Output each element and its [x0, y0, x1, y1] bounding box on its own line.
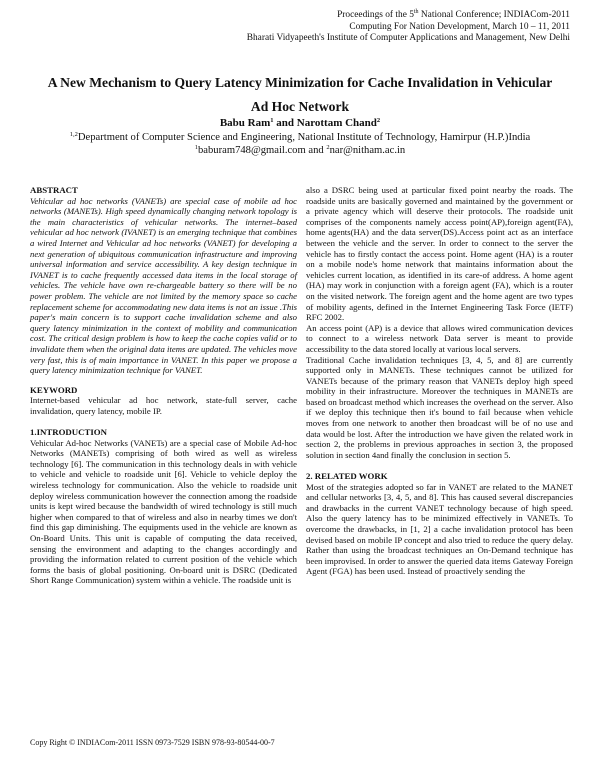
introduction-text: Vehicular Ad-hoc Networks (VANETs) are a special case of Mobile Ad-hoc Networks (MANETs) comprising of both wired as well as wireless technology [6]. The communication in this technology deals in with vehicle to vehicle and vehicle to roadside unit [6]. Vehicle to vehicle deploy the wireless technology for communication. Also the vehicle to roadside unit deploy wireless communication however the connection among the roadside units is kept wired because the bandwidth of wired technology is still much higher when compared to that of wireless and also in nearby times we don't find this gap diminishing. The equipments used in the vehicle are known as On-Board Units. This unit is capable of computing the data received, sensing the environment and adapting to the changes accordingly and providing the information related to current position of the vehicle which forms the basis of global positioning. On-board unit is DSRC (Dedicated Short Range Communication) system within a vehicle. The roadside unit is	[30, 437, 297, 586]
related-work-text: Most of the strategies adopted so far in VANET are related to the MANET and cellular networks [3, 4, 5, and 8]. This has caused several discrepancies and drawbacks in the current VANET technology because of high speed. Also the query latency has to be minimized effectively in VANETs. To overcome the drawbacks, in [1, 2] a cache invalidation protocol has been devised based on mobile IP concept and also tried to reduce the query delay. Rather than using the broadcast techniques an On-Demand technique has been improvised. In order to answer the queried data items Gateway Foreign Agent (FGA) has been used. Instead of proactively sending the	[306, 481, 573, 577]
introduction-continued-paragraph-1: also a DSRC being used at particular fixed point nearby the roads. The roadside units are basically governed and maintained by the government or a private agency which will deserve their protocols. The roadside unit comprises of the components namely access point(AP),foreign agent(FA), home agents(HA) and the data server(DS).Access point act as an interface between the vehicle and the server. In order to connect to the server the vehicle has to firstly contact the access point. Home agent (HA) is a router on a mobile node's home network that maintains information about the vehicles current location, as identified in its care-of address. A home agent (HA) may work in conjunction with a foreign agent (FA), which is a router on the visited network. The foreign agent and the home agent are two types of mobility agents, defined in the Internet Engineering Task Force (IETF) RFC 2002.	[306, 185, 573, 323]
proceedings-line-2: Computing For Nation Development, March 10 – 11, 2011	[349, 21, 570, 32]
affiliation: $^{1,2}$Department of Computer Science and Engineering, National Institute of Technology, Hamirpur (H.P.)India	[69, 131, 531, 143]
left-column	[30, 185, 297, 586]
introduction-heading: 1.INTRODUCTION	[30, 427, 107, 438]
paper-title	[30, 71, 570, 119]
author-list: Babu Ram$^1$ and Narottam Chand$^2$	[219, 117, 381, 129]
title-line-2: Ad Hoc Network	[250, 99, 350, 114]
introduction-continued-paragraph-3: Traditional Cache invalidation techniques [3, 4, 5, and 8] are currently supported only in MANETs. These techniques cannot be utilized for VANETs because of the primary reason that VANETs deploy high speed mobility in their infrastructure. Moreover the techniques in MANETs are based on broadcast method which increases the overhead on the server. Also if we deploy this technique then it's bound to fail because when vehicle moves from one network to another then broadcast will be of no use and data would be lost. After the introduction we have given the related work in section 2, the problems in previous approaches in section 3, the proposed solution in section 4and finally the conclusion in section 5.	[306, 354, 573, 460]
abstract-text: Vehicular ad hoc networks (VANETs) are special case of mobile ad hoc networks (MANETs). High speed dynamically changing network topology is the main characteristics of vehicular networks. The internet–based vehicular ad hoc network (IVANET) is an emerging technique that combines a wired Internet and Vehicular ad hoc networks (VANET) for developing a next generation of ubiquitous communication infrastructure and improving universal information and service accessibility. A key design technique in IVANET is to cache frequently accessed data items in the local storage of vehicles. The vehicle have own re-chargeable battery so there will be no power problem. The vehicle are not limited by the memory space so cache replacement scheme for accommodating new data items is not an issue .This paper's main concern is to support cache invalidation scheme and also query latency minimization in the context of mobility and communication cost. The critical design problem is how to keep the cache copies valid or to invalidate them when the original data items are updated. The vehicles move very fast, this is of main importance in VANET. In this paper we propose a query latency minimization technique for VANET.	[30, 195, 298, 376]
author-2: Narottam Chand	[296, 117, 377, 129]
proceedings-line-3: Bharati Vidyapeeth's Institute of Computer Applications and Management, New Delhi	[246, 33, 570, 44]
email-2: nar@nitham.ac.in	[329, 145, 406, 157]
abstract-heading: ABSTRACT	[30, 185, 78, 195]
affiliation-block	[60, 131, 540, 157]
copyright-footer: Copy Right © INDIACom-2011 ISSN 0973-7529 ISBN 978-93-80544-00-7	[30, 738, 275, 747]
keywords-text: Internet-based vehicular ad hoc network, state-full server, cache invalidation, query latency, mobile IP.	[30, 395, 297, 416]
proceedings-header	[150, 7, 570, 45]
related-work-heading: 2. RELATED WORK	[306, 471, 388, 482]
email-1: baburam748@gmail.com and	[198, 145, 327, 157]
emails: $^1$baburam748@gmail.com and $^2$nar@nitham.ac.in	[194, 144, 406, 157]
title-line-1: A New Mechanism to Query Latency Minimization for Cache Invalidation in Vehicular	[47, 75, 553, 90]
introduction-continued-paragraph-2: An access point (AP) is a device that allows wired communication devices to connect to a wireless network Data server is meant to provide accessibility to the data stored locally at various local servers.	[306, 322, 573, 354]
keywords-heading: KEYWORD	[30, 384, 78, 395]
proceedings-line-1: Proceedings of the 5th National Conference; INDIACom-2011	[337, 9, 570, 21]
author-1: Babu Ram	[219, 117, 271, 129]
right-column	[306, 185, 573, 577]
